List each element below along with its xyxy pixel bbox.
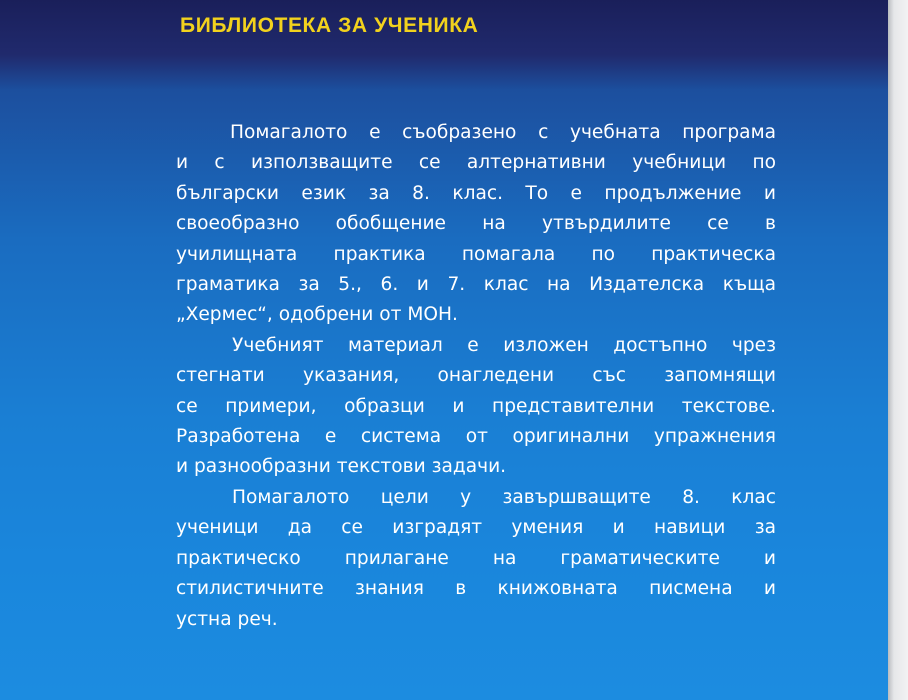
series-title: БИБЛИОТЕКА ЗА УЧЕНИКА	[180, 14, 479, 37]
text-line: и с използващите се алтернативни учебници по	[176, 152, 776, 174]
text-line: училищната практика помагала по практическа	[176, 243, 776, 265]
text-line: Помагалото цели у завършващите 8. клас	[232, 486, 776, 508]
description-text	[176, 118, 776, 635]
page-edge	[888, 0, 908, 700]
text-line: граматика за 5., 6. и 7. клас на Издателска къща	[176, 274, 776, 296]
paragraph-1	[176, 118, 776, 331]
text-line: устна реч.	[176, 608, 278, 630]
text-line: своеобразно обобщение на утвърдилите се в	[176, 213, 776, 235]
text-line: Помагалото е съобразено с учебната програма	[230, 122, 776, 143]
text-line: и разнообразни текстови задачи.	[176, 456, 507, 478]
text-line: Учебният материал е изложен достъпно чрез	[232, 334, 776, 356]
paragraph-3	[176, 483, 776, 635]
text-line: ученици да се изградят умения и навици за	[176, 517, 776, 539]
text-line: „Хермес“, одобрени от МОН.	[176, 304, 458, 326]
text-line: стегнати указания, онагледени със запомнящи	[176, 365, 776, 387]
text-line: се примери, образци и представителни текстове.	[176, 395, 776, 417]
text-line: практическо прилагане на граматическите и	[176, 547, 776, 569]
text-line: стилистичните знания в книжовната писмена и	[176, 578, 776, 600]
paragraph-2	[176, 331, 776, 483]
text-line: български език за 8. клас. То е продължение и	[176, 182, 776, 204]
text-line: Разработена е система от оригинални упражнения	[176, 426, 776, 448]
